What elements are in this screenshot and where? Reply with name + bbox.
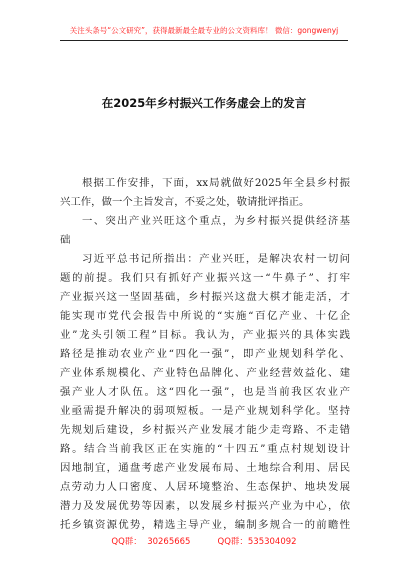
body-line: 根据工作安排，下面，xx局就做好2025年全县乡村振 bbox=[82, 177, 350, 189]
body-line: 强产业人才队伍。这“四化一强”，也是当前我区农业产 bbox=[60, 386, 350, 398]
body-line: 路。结合当前我区正在实施的“十四五”重点村规划设计 bbox=[60, 443, 350, 455]
body-line: 业亟需提升解决的弱项短板。一是产业规划科学化。坚持 bbox=[60, 405, 350, 417]
body-line: 产业振兴这一坚固基础，乡村振兴这盘大棋才能走活，才 bbox=[60, 291, 350, 303]
body-line: 习近平总书记所指出：产业兴旺，是解决农村一切问 bbox=[82, 253, 350, 265]
body-line: 点劳动力人口密度、人居环境整治、生态保护、地块发展 bbox=[60, 481, 350, 493]
footer-gap bbox=[190, 537, 217, 547]
section-heading: 一、突出产业兴旺这个重点，为乡村振兴提供经济基 bbox=[82, 215, 350, 227]
header-rule bbox=[60, 40, 348, 41]
body-line: 兴工作，做一个主旨发言，不妥之处，敬请批评指正。 bbox=[60, 196, 310, 208]
body-line: 托乡镇资源优势，精选主导产业，编制多规合一的前瞻性 bbox=[60, 519, 350, 531]
promo-header: 关注头条号“公文研究”，获得最新最全最专业的公文资料库！ 微信：gongwenyj bbox=[69, 26, 339, 35]
document-title: 在2025年乡村振兴工作务虚会上的发言 bbox=[101, 96, 307, 110]
qq-group-2: QQ群：535304092 bbox=[217, 537, 297, 547]
body-line: 因地制宜，通盘考虑产业发展布局、土地综合利用、居民 bbox=[60, 462, 350, 474]
body-line: 路径是推动农业产业“四化一强”，即产业规划科学化、 bbox=[60, 348, 350, 360]
body-line: 先规划后建设，乡村振兴产业发展才能少走弯路、不走错 bbox=[60, 424, 350, 436]
body-line: 产业体系规模化、产业特色品牌化、产业经营效益化、建 bbox=[60, 367, 350, 379]
body-line: 潜力及发展优势等因素，以发展乡村振兴产业为中心，依 bbox=[60, 500, 350, 512]
body-line: 能实现市党代会报告中所说的“实施“百亿产业、十亿企 bbox=[60, 310, 350, 322]
body-line: 业”龙头引领工程”目标。我认为，产业振兴的具体实践 bbox=[60, 329, 350, 341]
section-heading: 础 bbox=[60, 234, 71, 246]
body-line: 题的前提。我们只有抓好产业振兴这一“牛鼻子”、打牢 bbox=[60, 272, 350, 284]
qq-group-1: QQ群： 30265665 bbox=[111, 537, 191, 547]
footer-qq-groups bbox=[0, 535, 408, 547]
